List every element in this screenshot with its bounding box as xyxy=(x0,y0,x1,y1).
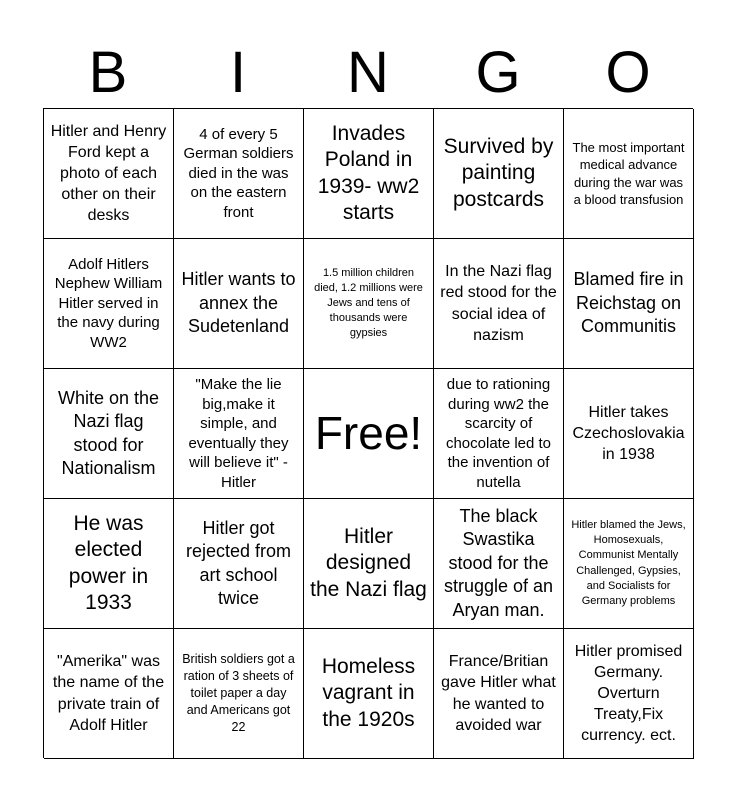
bingo-cell-r5-c2[interactable] xyxy=(174,629,304,759)
cell-text: Hitler and Henry Ford kept a photo of each other on their desks xyxy=(50,122,167,225)
header-letter-o: O xyxy=(605,40,651,105)
bingo-cell-r5-c4[interactable] xyxy=(434,629,564,759)
cell-text: France/Britian gave Hitler what he wanted to avoided war xyxy=(441,653,556,734)
cell-text: Hitler designed the Nazi flag xyxy=(310,525,427,601)
cell-text: Survived by painting postcards xyxy=(443,135,554,211)
cell-text: Adolf Hitlers Nephew William Hitler served in the navy during WW2 xyxy=(54,255,163,351)
bingo-cell-r2-c3[interactable] xyxy=(304,239,434,369)
bingo-cell-r4-c5[interactable] xyxy=(564,499,694,629)
bingo-cell-r3-c4[interactable] xyxy=(434,369,564,499)
cell-text: Blamed fire in Reichstag on Communitis xyxy=(573,269,684,337)
bingo-cell-r2-c2[interactable] xyxy=(174,239,304,369)
bingo-cell-r5-c3[interactable] xyxy=(304,629,434,759)
bingo-cell-r4-c1[interactable] xyxy=(44,499,174,629)
cell-text: due to rationing during ww2 the scarcity of chocolate led to the invention of nutella xyxy=(445,376,552,491)
free-space-label: Free! xyxy=(314,407,423,460)
bingo-cell-r1-c1[interactable] xyxy=(44,109,174,239)
cell-text: The black Swastika stood for the struggle of an Aryan man. xyxy=(443,506,554,620)
cell-text: British soldiers got a ration of 3 sheets of toilet paper a day and Americans got 22 xyxy=(182,652,295,734)
bingo-header xyxy=(43,38,693,108)
bingo-cell-r5-c5[interactable] xyxy=(564,629,694,759)
bingo-cell-free[interactable] xyxy=(304,369,434,499)
bingo-cell-r3-c1[interactable] xyxy=(44,369,174,499)
bingo-cell-r5-c1[interactable] xyxy=(44,629,174,759)
header-letter-b: B xyxy=(88,40,128,105)
bingo-board xyxy=(43,108,693,758)
bingo-cell-r4-c2[interactable] xyxy=(174,499,304,629)
cell-text: In the Nazi flag red stood for the social idea of nazism xyxy=(440,263,557,344)
cell-text: Homeless vagrant in the 1920s xyxy=(321,655,416,731)
bingo-cell-r3-c5[interactable] xyxy=(564,369,694,499)
bingo-cell-r3-c2[interactable] xyxy=(174,369,304,499)
bingo-cell-r2-c5[interactable] xyxy=(564,239,694,369)
bingo-cell-r4-c4[interactable] xyxy=(434,499,564,629)
cell-text: "Amerika" was the name of the private train of Adolf Hitler xyxy=(52,653,165,734)
bingo-cell-r1-c4[interactable] xyxy=(434,109,564,239)
cell-text: White on the Nazi flag stood for Nationalism xyxy=(57,387,160,478)
cell-text: Hitler takes Czechoslovakia in 1938 xyxy=(572,403,685,464)
header-letter-i: I xyxy=(229,40,247,105)
cell-text: Hitler wants to annex the Sudetenland xyxy=(181,269,296,337)
cell-text: The most important medical advance during the war was a blood transfusion xyxy=(572,139,685,207)
cell-text: 4 of every 5 German soldiers died in the was on the eastern front xyxy=(183,125,294,221)
bingo-cell-r1-c3[interactable] xyxy=(304,109,434,239)
bingo-cell-r1-c5[interactable] xyxy=(564,109,694,239)
header-letter-g: G xyxy=(475,40,521,105)
bingo-cell-r4-c3[interactable] xyxy=(304,499,434,629)
bingo-cell-r1-c2[interactable] xyxy=(174,109,304,239)
cell-text: Hitler blamed the Jews, Homosexuals, Communist Mentally Challenged, Gypsies, and Socialists for Germany problems xyxy=(571,518,686,607)
cell-text: He was elected power in 1933 xyxy=(68,512,149,614)
bingo-cell-r2-c4[interactable] xyxy=(434,239,564,369)
cell-text: Invades Poland in 1939- ww2 starts xyxy=(317,122,420,224)
cell-text: Hitler got rejected from art school twice xyxy=(185,517,292,608)
cell-text: 1.5 million children died, 1.2 millions were Jews and tens of thousands were gypsies xyxy=(314,266,423,340)
cell-text: "Make the lie big,make it simple, and eventually they will believe it" - Hitler xyxy=(188,376,289,491)
cell-text: Hitler promised Germany. Overturn Treaty,Fix currency. ect. xyxy=(574,642,683,745)
header-letter-n: N xyxy=(347,40,389,105)
bingo-cell-r2-c1[interactable] xyxy=(44,239,174,369)
